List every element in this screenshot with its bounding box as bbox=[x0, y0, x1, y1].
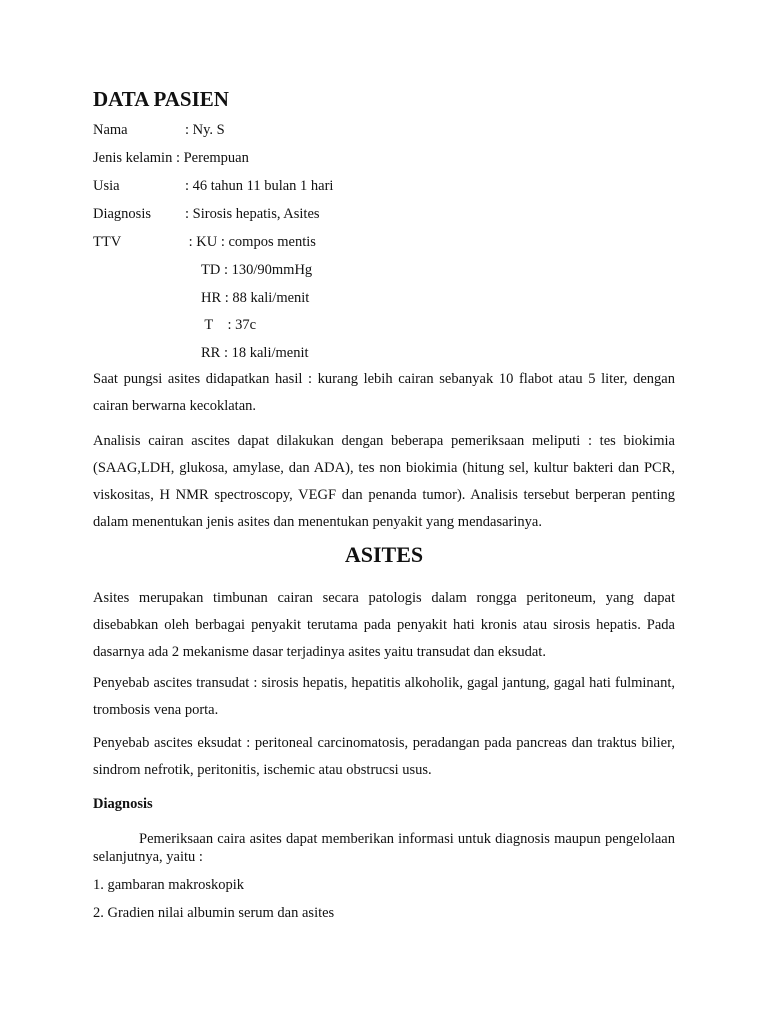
list-item: 1. gambaran makroskopik bbox=[93, 877, 245, 893]
row-label: Usia bbox=[93, 178, 120, 194]
row-label: Diagnosis bbox=[93, 206, 151, 222]
row-value: : KU : compos mentis bbox=[185, 234, 316, 250]
diagnosis-intro-text: Pemeriksaan caira asites dapat memberikan informasi untuk diagnosis maupun pengelolaan selanjutnya, yaitu : bbox=[93, 831, 675, 865]
vital-rr: RR : 18 kali/menit bbox=[201, 345, 309, 361]
diagnosis-intro-paragraph bbox=[93, 830, 675, 866]
list-item: 2. Gradien nilai albumin serum dan asites bbox=[93, 905, 335, 921]
row-label: Jenis kelamin bbox=[93, 150, 173, 166]
vital-temp: T : 37c bbox=[201, 317, 257, 333]
row-value: : Sirosis hepatis, Asites bbox=[185, 206, 320, 222]
row-value: : Perempuan bbox=[172, 150, 249, 166]
diagnosis-heading: Diagnosis bbox=[93, 796, 153, 812]
row-label: Nama bbox=[93, 122, 128, 138]
vital-td: TD : 130/90mmHg bbox=[201, 262, 313, 278]
patient-diagnosis-row bbox=[93, 204, 320, 224]
asites-definition-paragraph: Asites merupakan timbunan cairan secara patologis dalam rongga peritoneum, yang dapat disebabkan oleh berbagai penyakit terutama pada penyakit hati kronis atau sirosis hepatis. Pada dasarnya ada 2 mekanisme dasar terjadinya asites yaitu transudat dan eksudat. bbox=[93, 590, 675, 660]
asites-title: ASITES bbox=[344, 542, 424, 567]
patient-vitals-row bbox=[93, 232, 316, 252]
patient-name-row bbox=[93, 120, 225, 140]
patient-age-row bbox=[93, 176, 333, 196]
patient-gender-row bbox=[93, 148, 249, 168]
patient-data-heading: DATA PASIEN bbox=[93, 87, 229, 111]
row-value: : 46 tahun 11 bulan 1 hari bbox=[185, 178, 334, 194]
vital-hr: HR : 88 kali/menit bbox=[201, 290, 310, 306]
eksudat-paragraph: Penyebab ascites eksudat : peritoneal carcinomatosis, peradangan pada pancreas dan traktus bilier, sindrom nefrotik, peritonitis, ischemic atau obstrucsi usus. bbox=[93, 735, 675, 778]
row-label: TTV bbox=[93, 234, 122, 250]
transudat-paragraph: Penyebab ascites transudat : sirosis hepatis, hepatitis alkoholik, gagal jantung, gagal hati fulminant, trombosis vena porta. bbox=[93, 675, 675, 718]
row-value: : Ny. S bbox=[185, 122, 225, 138]
pungsi-paragraph: Saat pungsi asites didapatkan hasil : kurang lebih cairan sebanyak 10 flabot atau 5 liter, dengan cairan berwarna kecoklatan. bbox=[93, 371, 675, 414]
analisis-paragraph: Analisis cairan ascites dapat dilakukan dengan beberapa pemeriksaan meliputi : tes biokimia (SAAG,LDH, glukosa, amylase, dan ADA), tes non biokimia (hitung sel, kultur bakteri dan PCR, viskositas, H NMR spectroscopy, VEGF dan penanda tumor). Analisis tersebut berperan penting dalam menentukan jenis asites dan menentukan penyakit yang mendasarinya. bbox=[93, 433, 675, 530]
